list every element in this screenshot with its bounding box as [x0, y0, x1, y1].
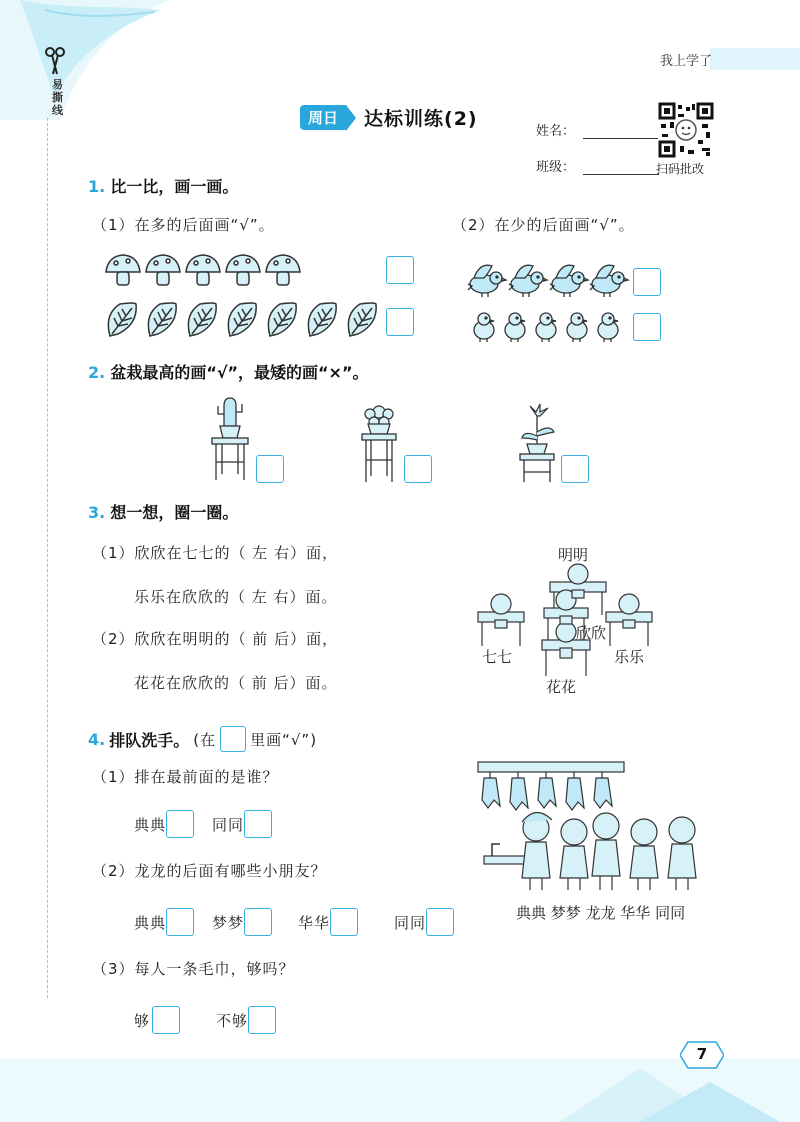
page-number-badge: [680, 1040, 724, 1070]
leaf-row: [104, 300, 384, 340]
page-title: [300, 104, 478, 130]
label-xinxin: 欣欣: [576, 624, 607, 642]
plant-lily: [514, 402, 560, 484]
q4-hint-box: [220, 726, 246, 752]
q2-number: 2.: [88, 363, 106, 382]
answer-box-plant-2[interactable]: [404, 455, 432, 483]
answer-box-plant-1[interactable]: [256, 455, 284, 483]
kids-caption: 典典 梦梦 龙龙 华华 同同: [516, 904, 686, 922]
tear-line: [47, 118, 49, 998]
corner-decoration: [0, 0, 170, 120]
mushroom-row: [104, 252, 304, 288]
section-label: 我上学了: [659, 54, 712, 69]
class-label: 班级：: [536, 160, 576, 175]
q4-hint-suffix: 里画“√”): [250, 730, 318, 749]
label-huahua: 花花: [546, 678, 577, 696]
top-band: [710, 48, 800, 70]
q3-heading: [88, 500, 238, 523]
day-badge: 周日: [300, 105, 346, 130]
name-line[interactable]: [583, 124, 659, 139]
answer-box-q4-3-enough[interactable]: [152, 1006, 180, 1034]
q4-part2: （2）龙龙的后面有哪些小朋友？: [92, 862, 327, 880]
q4-number: 4.: [88, 729, 106, 749]
answer-box-q4-2-mengmeng[interactable]: [244, 908, 272, 936]
q3-line4: 花花在欣欣的（ 前 后）面。: [134, 674, 338, 692]
answer-box-plant-3[interactable]: [561, 455, 589, 483]
q3-number: 3.: [88, 503, 106, 522]
title-text: 达标训练(2): [364, 107, 478, 130]
q2-title: 盆栽最高的画“√”，最矮的画“×”。: [110, 363, 369, 382]
answer-box-q4-3-not-enough[interactable]: [248, 1006, 276, 1034]
option-label: 典典: [134, 815, 167, 834]
answer-box-mushrooms[interactable]: [386, 256, 414, 284]
page-number: 7: [696, 1045, 708, 1063]
bird-row: [466, 260, 630, 300]
q4-title: 排队洗手。: [109, 730, 190, 750]
plant-cactus: [206, 396, 256, 486]
answer-box-q4-2-tongtong[interactable]: [426, 908, 454, 936]
q3-line1: （1）欣欣在七七的（ 左 右）面，: [92, 544, 339, 562]
q4-heading: [88, 726, 317, 752]
class-line[interactable]: [583, 160, 659, 175]
label-lele: 乐乐: [614, 648, 645, 666]
option-label: 不够: [216, 1011, 249, 1030]
q4-part3-options: [134, 1006, 276, 1034]
answer-box-birds[interactable]: [633, 268, 661, 296]
handwashing-illustration: [474, 760, 718, 900]
answer-box-q4-2-huahua[interactable]: [330, 908, 358, 936]
answer-box-q4-1-tongtong[interactable]: [244, 810, 272, 838]
option-label: 典典: [134, 913, 167, 932]
q1-title: 比一比，画一画。: [110, 177, 239, 196]
qr-code[interactable]: [658, 102, 714, 158]
q4-part2-options: [134, 908, 454, 936]
label-qiqi: 七七: [482, 648, 513, 666]
label-mingming: 明明: [558, 546, 589, 564]
q4-part1: （1）排在最前面的是谁？: [92, 768, 279, 786]
q3-title: 想一想，圈一圈。: [110, 503, 239, 522]
q3-line2: 乐乐在欣欣的（ 左 右）面。: [134, 588, 338, 606]
qr-label: 扫码批改: [656, 162, 705, 176]
plant-flower: [356, 402, 402, 486]
answer-box-q4-2-diandian[interactable]: [166, 908, 194, 936]
option-label: 梦梦: [212, 913, 245, 932]
q4-part1-options: [134, 810, 272, 838]
q2-heading: [88, 360, 368, 383]
option-label: 同同: [212, 815, 245, 834]
tear-line-label: 易撕线: [52, 78, 63, 117]
q1-part2: （2）在少的后面画“√”。: [452, 216, 635, 234]
q1-heading: [88, 174, 238, 197]
option-label: 华华: [298, 913, 331, 932]
q4-part3: （3）每人一条毛巾，够吗？: [92, 960, 295, 978]
class-field: [536, 156, 659, 175]
scissors-icon: [44, 46, 66, 76]
answer-box-chicks[interactable]: [633, 313, 661, 341]
name-field: [536, 120, 659, 139]
option-label: 够: [134, 1011, 151, 1030]
answer-box-leaves[interactable]: [386, 308, 414, 336]
q1-number: 1.: [88, 177, 106, 196]
chick-row: [470, 310, 630, 344]
q1-part1: （1）在多的后面画“√”。: [92, 216, 275, 234]
answer-box-q4-1-diandian[interactable]: [166, 810, 194, 838]
name-label: 姓名：: [536, 124, 576, 139]
q4-hint-prefix: (在: [193, 730, 217, 749]
option-label: 同同: [394, 913, 427, 932]
q3-line3: （2）欣欣在明明的（ 前 后）面，: [92, 630, 339, 648]
